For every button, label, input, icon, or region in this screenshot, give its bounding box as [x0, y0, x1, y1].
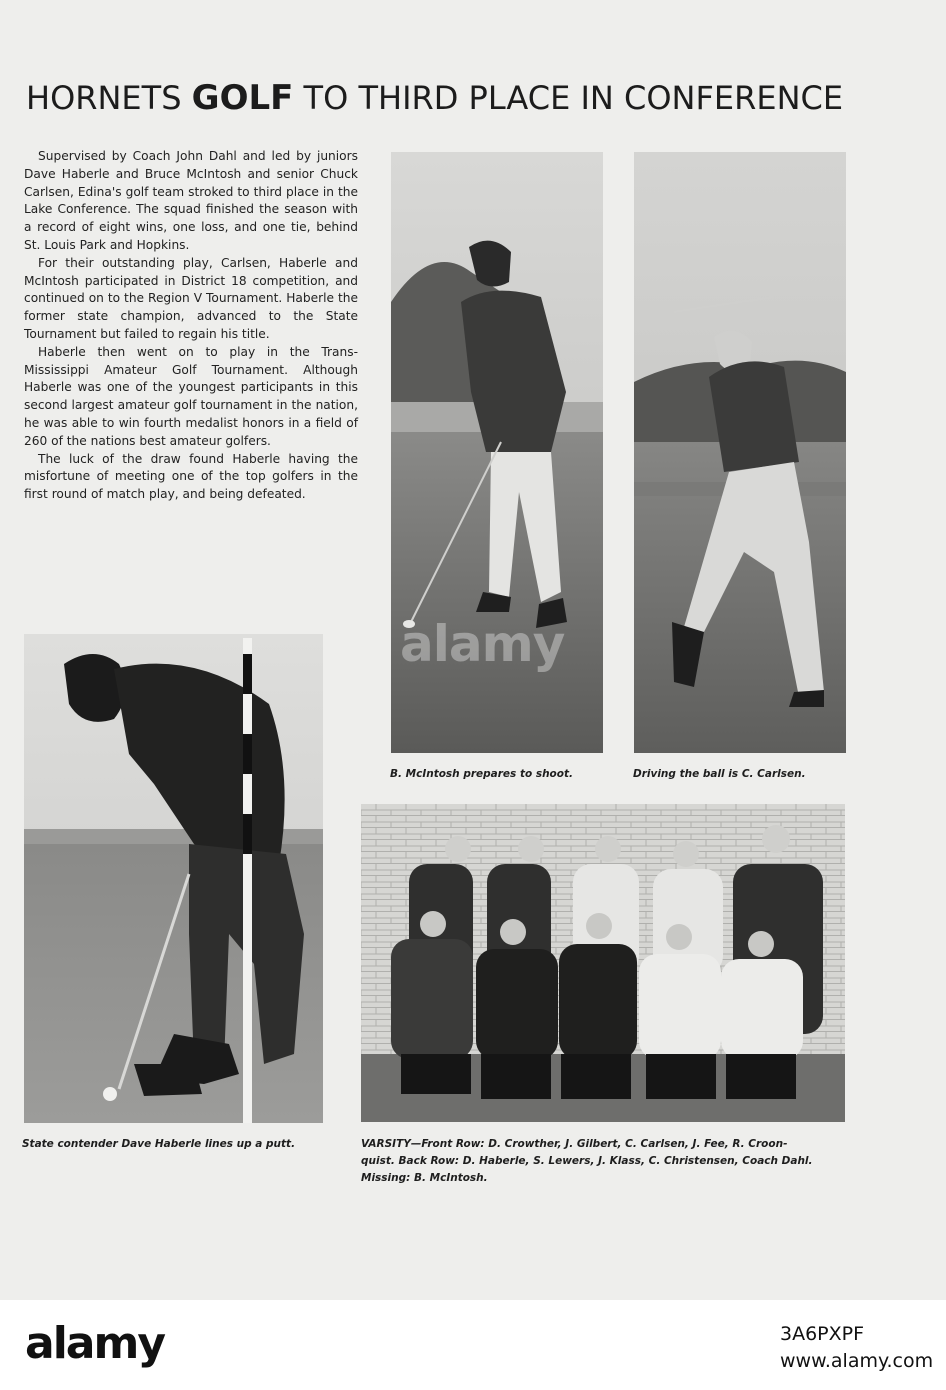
article-paragraph: Supervised by Coach John Dahl and led by juniors Dave Haberle and Bruce McIntosh and senior Chuck Carlsen, Edina's golf team stroked to third place in the Lake Conference. The squad finished the season with a record of eight wins, one loss, and one tie, behind St. Louis Park and Hopkins.	[24, 149, 358, 252]
headline-after: TO THIRD PLACE IN CONFERENCE	[293, 79, 844, 117]
article-body	[24, 148, 358, 504]
caption-varsity-line-2: quist. Back Row: D. Haberle, S. Lewers, J. Klass, C. Christensen, Coach Dahl.	[361, 1155, 813, 1167]
caption-varsity-line-1: VARSITY—Front Row: D. Crowther, J. Gilbert, C. Carlsen, J. Fee, R. Croon-	[361, 1138, 788, 1150]
page-headline	[26, 78, 926, 118]
caption-haberle: State contender Dave Haberle lines up a putt.	[22, 1138, 296, 1150]
footer-url: www.alamy.com	[780, 1350, 934, 1372]
caption-varsity-line-3: Missing: B. McIntosh.	[361, 1172, 488, 1184]
article-paragraph: For their outstanding play, Carlsen, Haberle and McIntosh participated in District 18 competition, and continued on to the Region V Tournament. Haberle the former state champion, advanced to the State Tournament but failed to regain his title.	[24, 255, 358, 341]
footer-image-id: 3A6PXPF	[780, 1323, 865, 1345]
article-paragraph: The luck of the draw found Haberle having the misfortune of meeting one of the top golfers in the first round of match play, and being defeated.	[24, 451, 358, 502]
caption-mcintosh: B. McIntosh prepares to shoot.	[390, 768, 573, 780]
footer-logo: alamy	[25, 1318, 164, 1369]
caption-carlsen: Driving the ball is C. Carlsen.	[633, 768, 806, 780]
photo-carlsen	[634, 152, 846, 753]
headline-emphasis: GOLF	[191, 78, 294, 118]
article-paragraph: Haberle then went on to play in the Trans-Mississippi Amateur Golf Tournament. Although Haberle was one of the youngest participants in this second largest amateur golf tournament in the nation, he was able to win fourth medalist honors in a field of 260 of the nations best amateur golfers.	[24, 344, 358, 448]
watermark-text: alamy	[400, 615, 565, 673]
photo-haberle	[24, 634, 323, 1123]
photo-varsity-team	[361, 804, 845, 1122]
headline-before: HORNETS	[26, 79, 192, 117]
